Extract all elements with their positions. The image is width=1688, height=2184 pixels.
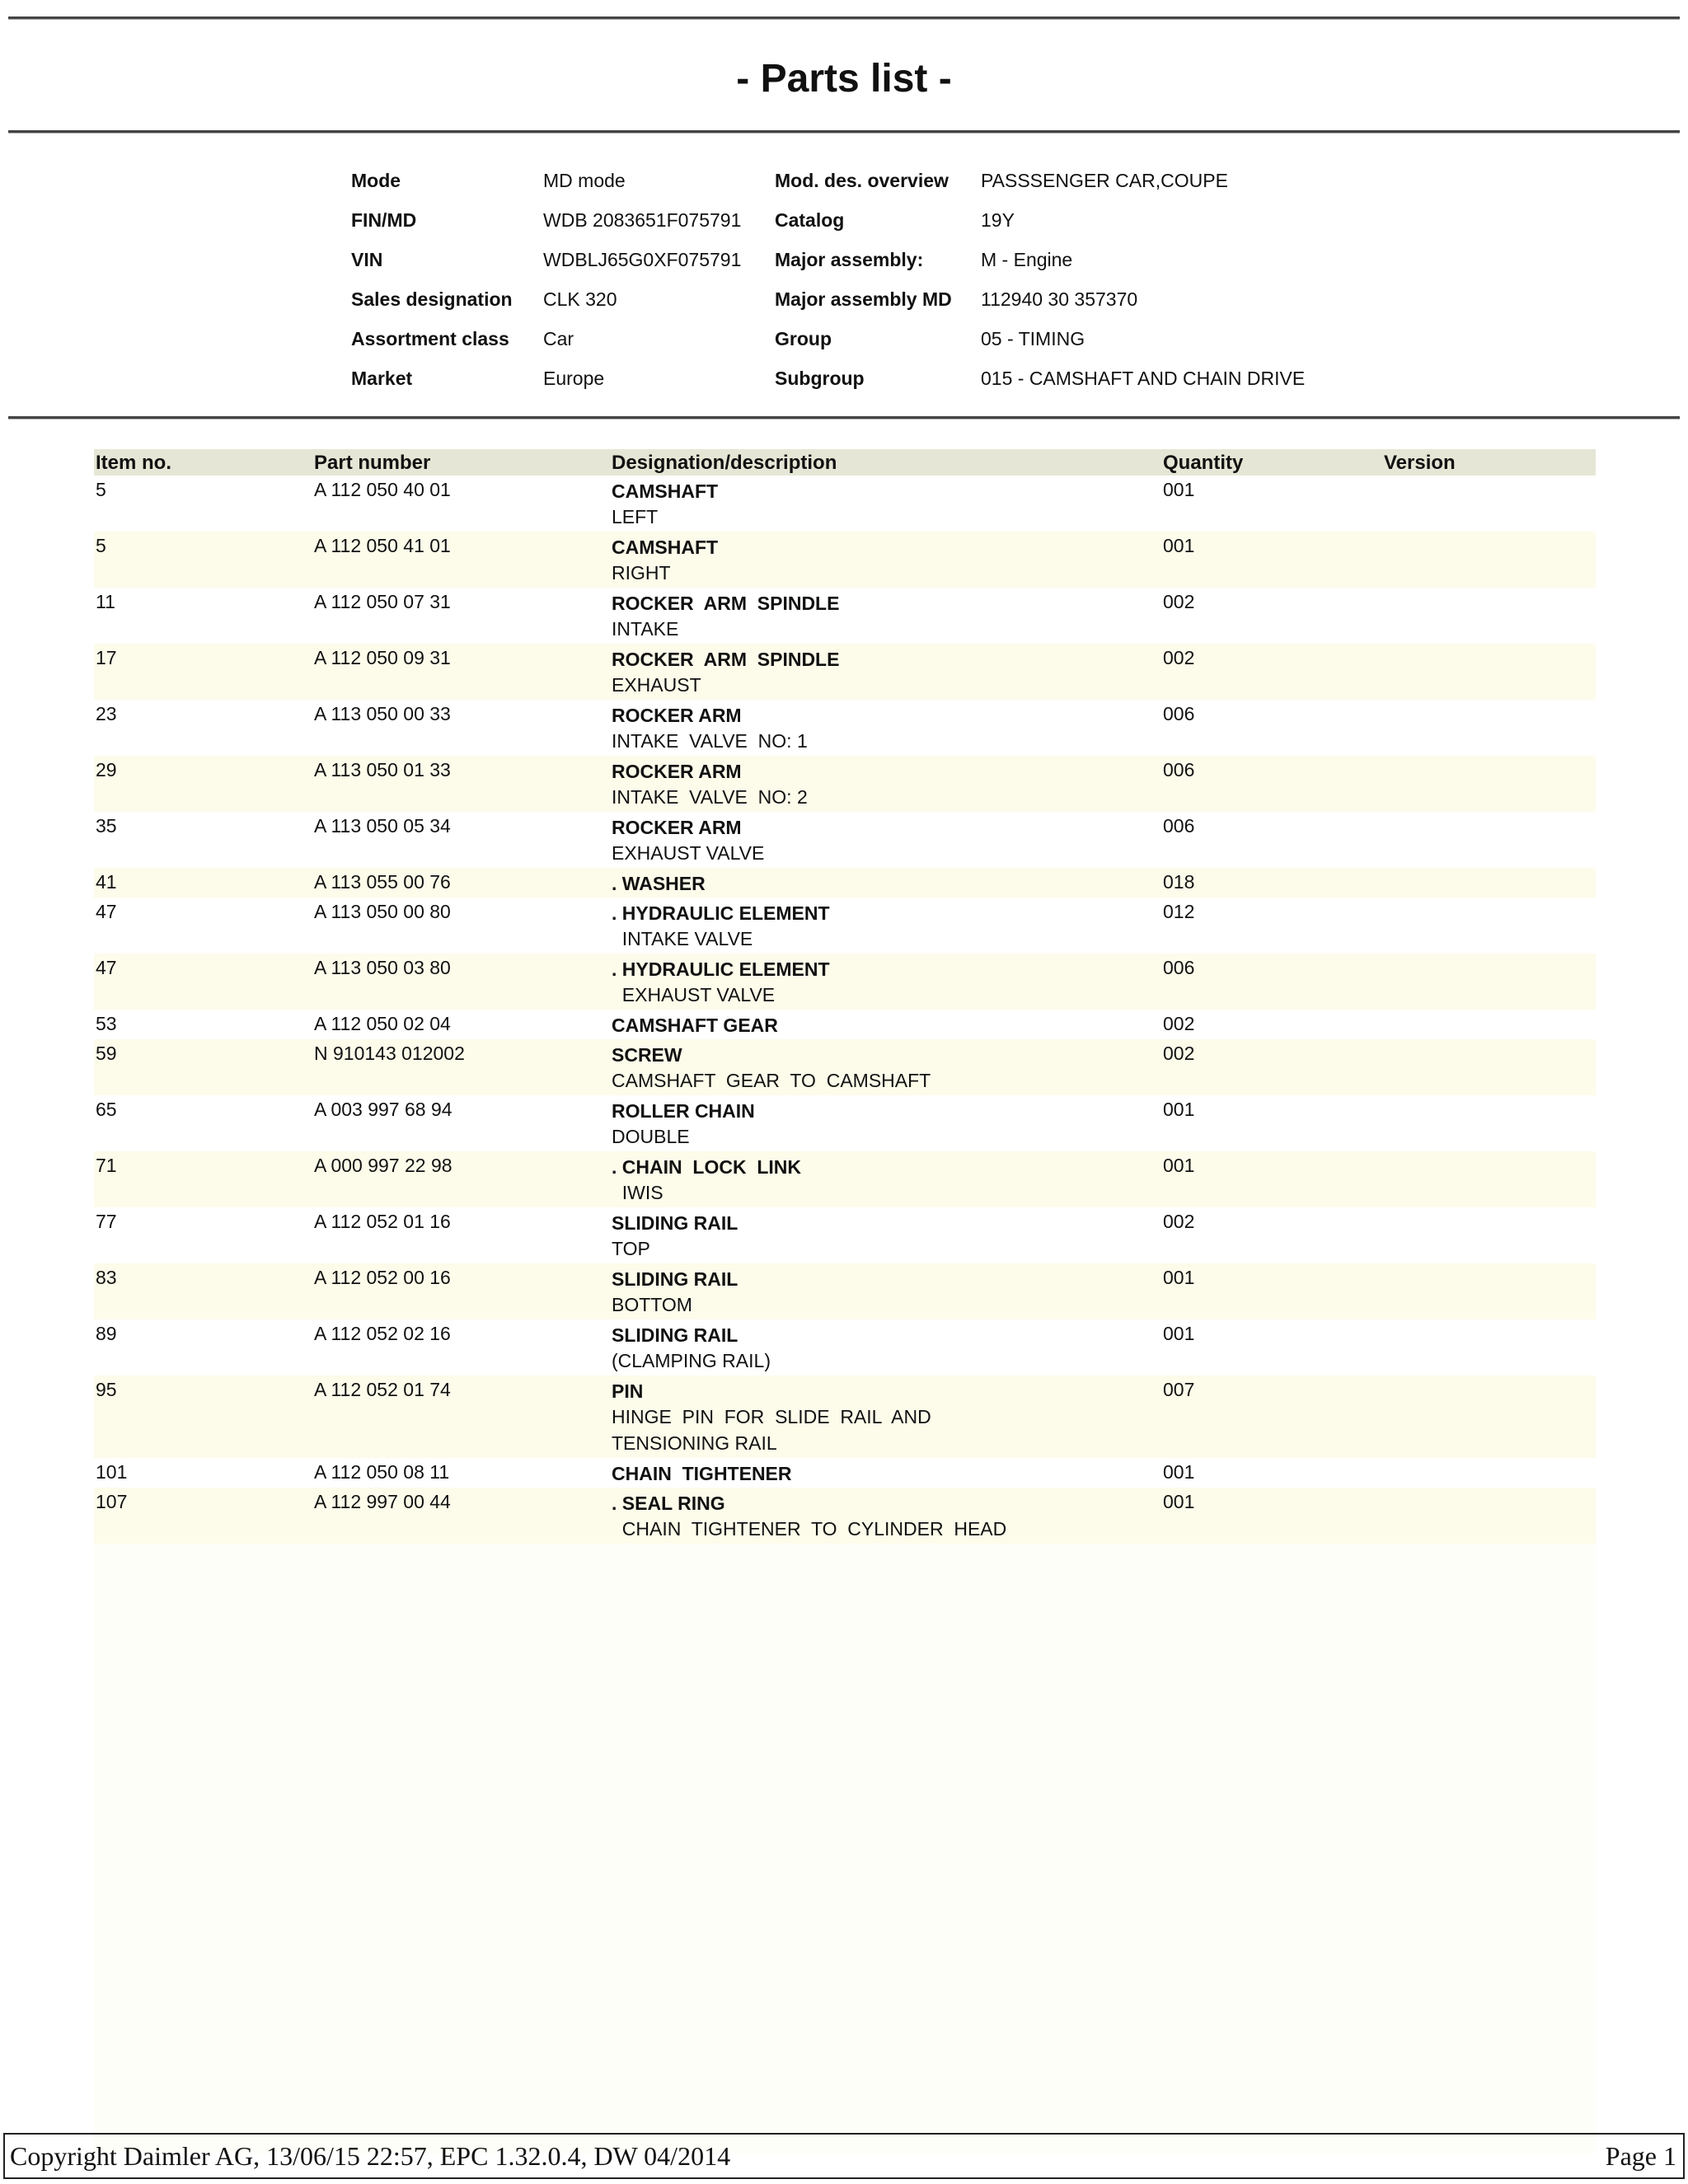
item-number: 23 [96, 703, 117, 724]
quantity: 001 [1163, 1461, 1195, 1483]
part-number: A 113 050 03 80 [314, 957, 451, 978]
quantity: 018 [1163, 871, 1195, 893]
quantity: 002 [1163, 591, 1195, 612]
info-value: PASSSENGER CAR,COUPE [981, 170, 1228, 191]
part-name: . HYDRAULIC ELEMENT [612, 902, 830, 924]
info-value: 112940 30 357370 [981, 288, 1138, 310]
quantity: 006 [1163, 703, 1195, 724]
info-label: Group [775, 328, 832, 349]
part-name: ROLLER CHAIN [612, 1100, 755, 1122]
info-value: 015 - CAMSHAFT AND CHAIN DRIVE [981, 368, 1306, 389]
designation [612, 759, 1156, 810]
part-name: PIN [612, 1380, 644, 1402]
quantity: 006 [1163, 815, 1195, 837]
info-label: Subgroup [775, 368, 865, 389]
part-name: . HYDRAULIC ELEMENT [612, 958, 830, 980]
info-label: VIN [351, 249, 383, 270]
part-name: SLIDING RAIL [612, 1324, 738, 1346]
info-value: Europe [543, 368, 605, 389]
item-number: 17 [96, 647, 117, 668]
header-version: Version [1384, 452, 1456, 474]
part-description: BOTTOM [612, 1294, 692, 1315]
part-name: ROCKER ARM [612, 761, 742, 782]
table-row [94, 700, 1596, 756]
info-value: WDBLJ65G0XF075791 [543, 249, 742, 270]
part-description: EXHAUST VALVE [612, 984, 776, 1005]
page-title: - Parts list - [736, 57, 952, 101]
item-number: 77 [96, 1211, 117, 1232]
item-number: 47 [96, 957, 117, 978]
designation [612, 479, 1156, 530]
table-row [94, 756, 1596, 812]
top-rule [8, 16, 1680, 20]
part-number: A 113 050 00 33 [314, 703, 451, 724]
quantity: 002 [1163, 647, 1195, 668]
part-name: SLIDING RAIL [612, 1268, 738, 1290]
part-number: A 113 050 00 80 [314, 901, 451, 922]
table-row [94, 1376, 1596, 1458]
header-designation: Designation/description [612, 452, 837, 474]
item-number: 95 [96, 1379, 117, 1400]
part-number: A 112 050 40 01 [314, 479, 451, 500]
part-number: A 112 052 01 16 [314, 1211, 451, 1232]
info-label: Major assembly: [775, 249, 924, 270]
table-header [94, 449, 1596, 476]
quantity: 001 [1163, 1099, 1195, 1120]
part-name: ROCKER ARM [612, 705, 742, 726]
quantity: 002 [1163, 1013, 1195, 1034]
quantity: 002 [1163, 1211, 1195, 1232]
header-quantity: Quantity [1163, 452, 1244, 474]
table-row [94, 476, 1596, 532]
part-description: CAMSHAFT GEAR TO CAMSHAFT [612, 1070, 931, 1091]
part-description: EXHAUST VALVE [612, 842, 765, 864]
designation [612, 1267, 1156, 1318]
table-row [94, 532, 1596, 588]
info-label: Market [351, 368, 413, 389]
table-empty-area [94, 1544, 1596, 2154]
table-row [94, 1010, 1596, 1039]
part-number: A 112 052 01 74 [314, 1379, 451, 1400]
header-item-no: Item no. [96, 452, 172, 474]
info-value: 19Y [981, 209, 1015, 231]
part-description: INTAKE VALVE [612, 928, 753, 949]
designation [612, 871, 1156, 896]
part-name: CHAIN TIGHTENER [612, 1463, 792, 1484]
info-value: 05 - TIMING [981, 328, 1085, 349]
designation [612, 957, 1156, 1008]
part-number: A 112 052 02 16 [314, 1323, 451, 1344]
quantity: 001 [1163, 1323, 1195, 1344]
part-name: CAMSHAFT [612, 537, 719, 558]
quantity: 001 [1163, 535, 1195, 556]
table-body [94, 476, 1596, 1544]
quantity: 002 [1163, 1043, 1195, 1064]
quantity: 001 [1163, 1155, 1195, 1176]
part-number: A 112 050 07 31 [314, 591, 451, 612]
item-number: 35 [96, 815, 117, 837]
title-rule [8, 130, 1680, 134]
part-name: . CHAIN LOCK LINK [612, 1156, 801, 1178]
designation [612, 1013, 1156, 1038]
designation [612, 1043, 1156, 1094]
info-value: M - Engine [981, 249, 1073, 270]
table-row [94, 1263, 1596, 1319]
part-description: IWIS [612, 1182, 663, 1203]
item-number: 41 [96, 871, 117, 893]
info-rule [8, 416, 1680, 419]
part-number: A 112 997 00 44 [314, 1491, 451, 1512]
part-name: CAMSHAFT GEAR [612, 1015, 778, 1036]
quantity: 006 [1163, 957, 1195, 978]
item-number: 29 [96, 759, 117, 780]
item-number: 53 [96, 1013, 117, 1034]
quantity: 006 [1163, 759, 1195, 780]
part-name: SCREW [612, 1044, 682, 1066]
part-description: (CLAMPING RAIL) [612, 1350, 771, 1371]
item-number: 65 [96, 1099, 117, 1120]
table-row [94, 1207, 1596, 1263]
part-number: A 003 997 68 94 [314, 1099, 452, 1120]
page-footer [3, 2133, 1685, 2179]
part-number: N 910143 012002 [314, 1043, 465, 1064]
quantity: 001 [1163, 479, 1195, 500]
info-label: FIN/MD [351, 209, 417, 231]
table-row [94, 1151, 1596, 1207]
table-row [94, 644, 1596, 700]
copyright-text: Copyright Daimler AG, 13/06/15 22:57, EPC 1.32.0.4, DW 04/2014 [10, 2141, 731, 2171]
part-number: A 112 050 41 01 [314, 535, 451, 556]
part-description: DOUBLE [612, 1126, 690, 1147]
part-name: SLIDING RAIL [612, 1212, 738, 1234]
part-description: INTAKE [612, 618, 679, 640]
table-row [94, 1458, 1596, 1488]
item-number: 83 [96, 1267, 117, 1288]
part-number: A 113 050 01 33 [314, 759, 451, 780]
item-number: 5 [96, 535, 106, 556]
designation [612, 1491, 1156, 1542]
table-row [94, 1095, 1596, 1151]
item-number: 11 [96, 591, 115, 612]
part-name: . WASHER [612, 873, 706, 894]
item-number: 5 [96, 479, 106, 500]
designation [612, 1379, 1156, 1456]
table-row [94, 898, 1596, 954]
part-description: TENSIONING RAIL [612, 1432, 777, 1454]
quantity: 001 [1163, 1491, 1195, 1512]
part-description: RIGHT [612, 562, 671, 583]
part-number: A 112 050 02 04 [314, 1013, 451, 1034]
info-value: WDB 2083651F075791 [543, 209, 742, 231]
item-number: 107 [96, 1491, 128, 1512]
table-row [94, 868, 1596, 898]
designation [612, 1211, 1156, 1262]
designation [612, 647, 1156, 698]
designation [612, 1323, 1156, 1374]
info-value: Car [543, 328, 574, 349]
quantity: 001 [1163, 1267, 1195, 1288]
part-number: A 112 050 08 11 [314, 1461, 450, 1483]
item-number: 59 [96, 1043, 117, 1064]
item-number: 47 [96, 901, 117, 922]
quantity: 012 [1163, 901, 1195, 922]
part-name: ROCKER ARM SPINDLE [612, 593, 840, 614]
item-number: 71 [96, 1155, 117, 1176]
part-description: TOP [612, 1238, 650, 1259]
designation [612, 535, 1156, 586]
info-value: CLK 320 [543, 288, 617, 310]
table-row [94, 588, 1596, 644]
table-row [94, 1488, 1596, 1544]
designation [612, 1099, 1156, 1150]
table-row [94, 812, 1596, 868]
quantity: 007 [1163, 1379, 1195, 1400]
item-number: 89 [96, 1323, 117, 1344]
info-value: MD mode [543, 170, 626, 191]
item-number: 101 [96, 1461, 128, 1483]
info-label: Catalog [775, 209, 845, 231]
info-label: Sales designation [351, 288, 513, 310]
part-description: EXHAUST [612, 674, 701, 696]
info-label: Mode [351, 170, 401, 191]
part-description: INTAKE VALVE NO: 2 [612, 786, 808, 808]
part-name: . SEAL RING [612, 1493, 725, 1514]
part-description: HINGE PIN FOR SLIDE RAIL AND [612, 1406, 931, 1427]
part-description: LEFT [612, 506, 659, 527]
table-row [94, 954, 1596, 1010]
designation [612, 1461, 1156, 1486]
designation [612, 591, 1156, 642]
part-name: CAMSHAFT [612, 480, 719, 502]
page-number: Page 1 [1605, 2141, 1676, 2171]
parts-table [94, 449, 1596, 2154]
info-label: Major assembly MD [775, 288, 952, 310]
designation [612, 703, 1156, 754]
header-part-number: Part number [314, 452, 431, 474]
part-description: CHAIN TIGHTENER TO CYLINDER HEAD [612, 1518, 1007, 1540]
designation [612, 901, 1156, 952]
table-row [94, 1039, 1596, 1095]
part-number: A 113 050 05 34 [314, 815, 451, 837]
table-row [94, 1319, 1596, 1376]
part-name: ROCKER ARM [612, 817, 742, 838]
part-description: INTAKE VALVE NO: 1 [612, 730, 808, 752]
part-name: ROCKER ARM SPINDLE [612, 649, 840, 670]
part-number: A 112 050 09 31 [314, 647, 451, 668]
designation [612, 815, 1156, 866]
part-number: A 000 997 22 98 [314, 1155, 452, 1176]
designation [612, 1155, 1156, 1206]
info-label: Assortment class [351, 328, 509, 349]
info-label: Mod. des. overview [775, 170, 949, 191]
part-number: A 112 052 00 16 [314, 1267, 451, 1288]
part-number: A 113 055 00 76 [314, 871, 451, 893]
